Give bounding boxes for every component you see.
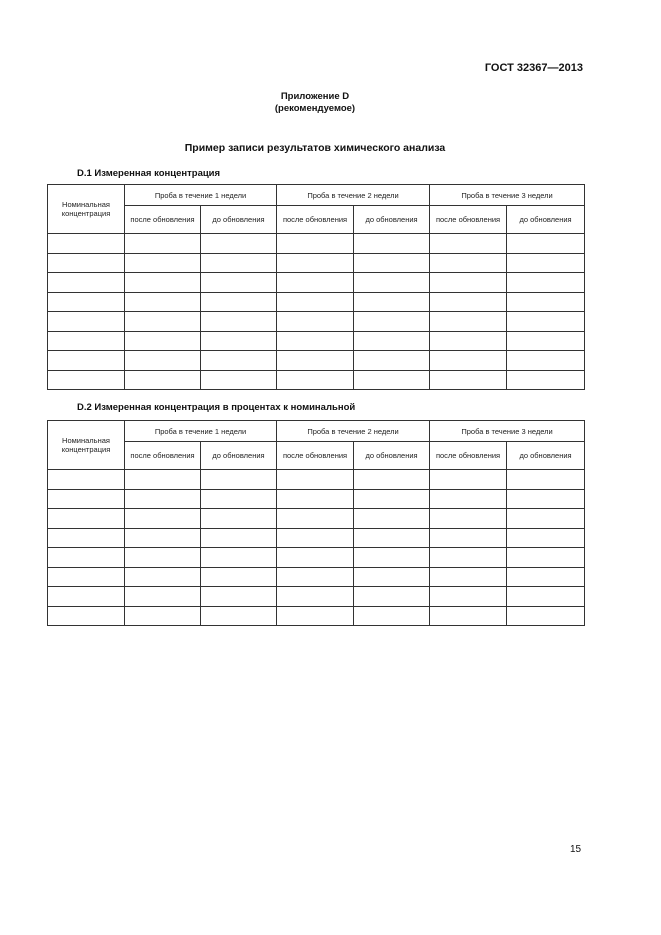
table-cell [277,587,354,607]
table-cell [201,567,277,587]
section-title-d1: D.1 Измеренная концентрация [77,168,221,179]
table-cell [430,528,507,548]
header-week1: Проба в течение 1 недели [125,421,277,442]
table-cell [125,528,201,548]
table-cell [354,470,430,490]
header-week2: Проба в течение 2 недели [277,185,430,206]
table-cell [201,234,277,254]
header-after-renewal: после обновления [430,206,507,234]
table-cell [354,273,430,293]
table-cell [277,509,354,529]
table-cell [201,351,277,371]
header-before-renewal: до обновления [354,206,430,234]
table-cell [201,370,277,390]
table-cell [507,312,585,332]
table-cell [201,273,277,293]
table-cell [277,351,354,371]
table-cell [430,489,507,509]
table-cell [48,273,125,293]
table-cell [48,351,125,371]
header-before-renewal: до обновления [354,442,430,470]
table-cell [507,470,585,490]
table-cell [354,234,430,254]
table-row [48,567,585,587]
table-cell [354,312,430,332]
table-subheader-row [48,442,585,470]
table-row [48,528,585,548]
table-cell [125,606,201,626]
table-cell [125,548,201,568]
table-row [48,234,585,254]
table-row [48,370,585,390]
table-cell [354,489,430,509]
table-row [48,253,585,273]
table-cell [125,587,201,607]
table-cell [201,470,277,490]
table-cell [354,548,430,568]
table-cell [201,292,277,312]
table-cell [48,567,125,587]
table-cell [354,370,430,390]
results-table-concentration [47,184,585,390]
table-cell [48,509,125,529]
table-cell [201,509,277,529]
table-cell [430,567,507,587]
standard-code: ГОСТ 32367—2013 [484,62,583,74]
table-cell [507,370,585,390]
table-cell [430,370,507,390]
table-cell [430,292,507,312]
table-cell [354,509,430,529]
table-cell [125,331,201,351]
table-cell [507,528,585,548]
table-cell [277,528,354,548]
table-row [48,587,585,607]
table-cell [48,548,125,568]
table-cell [354,587,430,607]
table-cell [354,292,430,312]
table-cell [48,331,125,351]
table-cell [354,253,430,273]
table-row [48,470,585,490]
table-row [48,292,585,312]
table-cell [507,509,585,529]
table-cell [125,509,201,529]
table-cell [201,312,277,332]
table-cell [354,351,430,371]
table-cell [48,587,125,607]
table-cell [125,273,201,293]
table-cell [277,548,354,568]
table-cell [430,331,507,351]
header-week3: Проба в течение 3 недели [430,185,585,206]
table-cell [507,253,585,273]
table-cell [507,292,585,312]
table-cell [507,351,585,371]
table-cell [354,331,430,351]
table-cell [430,587,507,607]
table-header-row [48,421,585,442]
table-cell [430,234,507,254]
table-cell [277,273,354,293]
table-cell [48,292,125,312]
table-cell [277,567,354,587]
table-cell [125,253,201,273]
table-cell [354,606,430,626]
table-cell [277,489,354,509]
table-cell [507,273,585,293]
table-cell [430,509,507,529]
table-cell [507,606,585,626]
table-cell [430,312,507,332]
table-row [48,509,585,529]
table-cell [507,489,585,509]
table-cell [125,292,201,312]
table-cell [201,587,277,607]
page-number: 15 [570,844,582,855]
table-cell [430,253,507,273]
table-cell [277,253,354,273]
table-subheader-row [48,206,585,234]
table-cell [277,234,354,254]
table-cell [48,370,125,390]
header-week3: Проба в течение 3 недели [430,421,585,442]
table-row [48,606,585,626]
table-cell [125,234,201,254]
table-cell [430,470,507,490]
header-week2: Проба в течение 2 недели [277,421,430,442]
table-cell [125,351,201,371]
table-cell [430,548,507,568]
header-after-renewal: после обновления [277,442,354,470]
header-before-renewal: до обновления [201,442,277,470]
table-cell [507,234,585,254]
table-cell [125,370,201,390]
table-cell [277,292,354,312]
header-nominal-concentration: Номинальная концентрация [48,421,125,470]
table-row [48,273,585,293]
table-cell [48,528,125,548]
appendix-title: Приложение D [280,91,350,102]
table-cell [354,528,430,548]
table-cell [48,489,125,509]
table-cell [48,253,125,273]
table-cell [277,470,354,490]
table-cell [48,312,125,332]
appendix-status: (рекомендуемое) [274,103,356,114]
header-before-renewal: до обновления [201,206,277,234]
table-cell [507,331,585,351]
table-cell [277,312,354,332]
table-row [48,548,585,568]
table-row [48,351,585,371]
table-cell [125,470,201,490]
table-cell [201,548,277,568]
table-cell [125,567,201,587]
table-cell [201,528,277,548]
results-table-percent-nominal [47,420,585,626]
page-title: Пример записи результатов химического анализа [184,142,446,154]
table-cell [125,312,201,332]
header-after-renewal: после обновления [125,206,201,234]
table-cell [277,370,354,390]
header-after-renewal: после обновления [430,442,507,470]
header-after-renewal: после обновления [277,206,354,234]
table-cell [201,253,277,273]
table-cell [125,489,201,509]
table-cell [507,548,585,568]
header-nominal-concentration: Номинальная концентрация [48,185,125,234]
header-week1: Проба в течение 1 недели [125,185,277,206]
table-header-row [48,185,585,206]
table-cell [277,331,354,351]
table-row [48,331,585,351]
table-cell [201,331,277,351]
table-cell [277,606,354,626]
table-cell [201,489,277,509]
header-after-renewal: после обновления [125,442,201,470]
table-cell [201,606,277,626]
table-cell [48,606,125,626]
header-before-renewal: до обновления [507,442,585,470]
appendix-heading [0,91,630,115]
table-row [48,489,585,509]
table-cell [507,587,585,607]
table-cell [430,351,507,371]
table-row [48,312,585,332]
table-cell [430,606,507,626]
table-cell [430,273,507,293]
table-cell [507,567,585,587]
table-cell [48,470,125,490]
header-before-renewal: до обновления [507,206,585,234]
table-cell [48,234,125,254]
section-title-d2: D.2 Измеренная концентрация в процентах к номинальной [77,402,356,413]
table-cell [354,567,430,587]
